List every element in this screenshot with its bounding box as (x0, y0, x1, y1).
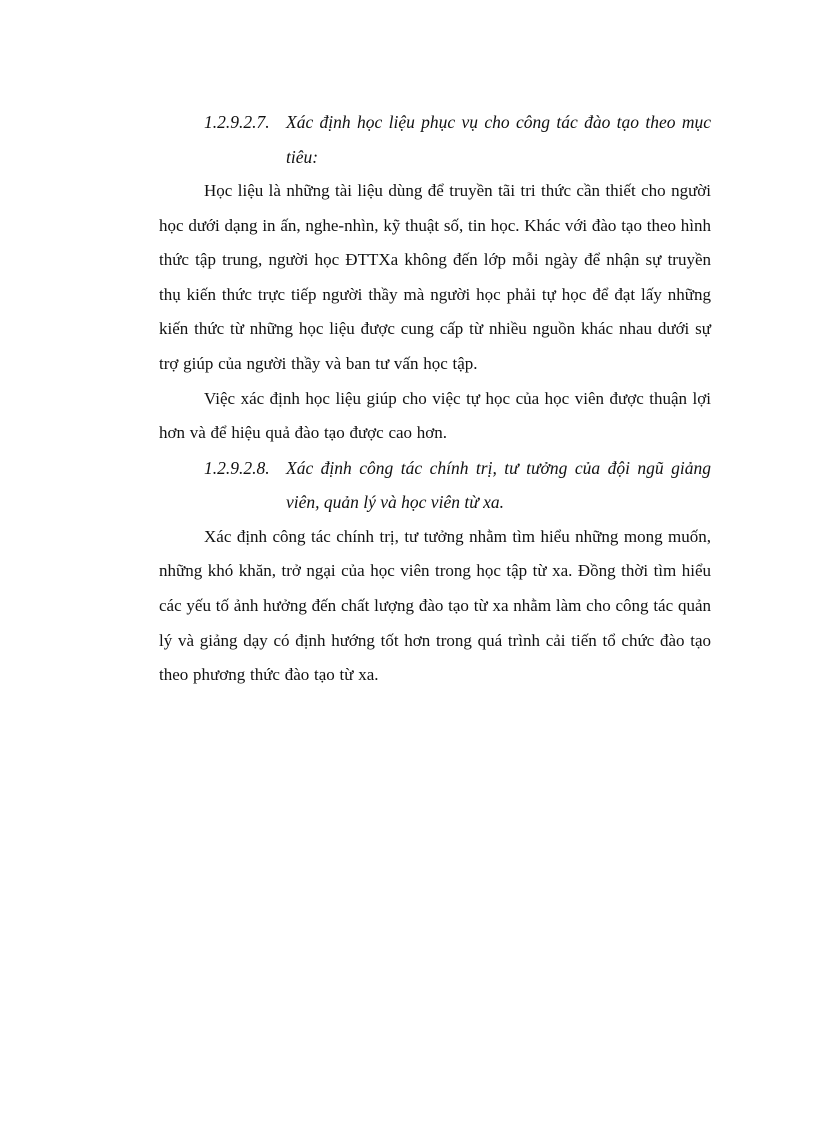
body-paragraph: Việc xác định học liệu giúp cho việc tự học của học viên được thuận lợi hơn và để hiệu quả đào tạo được cao hơn. (159, 388, 711, 443)
section-number: 1.2.9.2.7. (204, 112, 270, 132)
body-paragraph: Học liệu là những tài liệu dùng để truyền tãi tri thức cần thiết cho người học dưới dạng in ấn, nghe-nhìn, kỹ thuật số, tin học. Khác với đào tạo theo hình thức tập trung, người học ĐTTXa không đến lớp mỗi ngày để nhận sự truyền thụ kiến thức trực tiếp người thầy mà người học phải tự học để đạt lấy những kiến thức từ những học liệu được cung cấp từ nhiều nguồn khác nhau dưới sự trợ giúp của người thầy và ban tư vấn học tập. (159, 181, 711, 373)
section-heading-1-2-9-2-7 (204, 105, 711, 174)
body-paragraph: Xác định công tác chính trị, tư tưởng nhằm tìm hiểu những mong muốn, những khó khăn, trở ngại của học viên trong học tập từ xa. Đồng thời tìm hiểu các yếu tố ảnh hưởng đến chất lượng đào tạo từ xa nhằm làm cho công tác quản lý và giảng dạy có định hướng tốt hơn trong quá trình cải tiến tổ chức đào tạo theo phương thức đào tạo từ xa. (159, 526, 711, 685)
section-heading-1-2-9-2-8 (204, 451, 711, 520)
section-title: Xác định học liệu phục vụ cho công tác đào tạo theo mục tiêu: (286, 112, 711, 167)
section-title: Xác định công tác chính trị, tư tưởng của đội ngũ giảng viên, quản lý và học viên từ xa. (286, 457, 711, 513)
page-content (159, 105, 711, 693)
section-number: 1.2.9.2.8. (204, 457, 270, 478)
